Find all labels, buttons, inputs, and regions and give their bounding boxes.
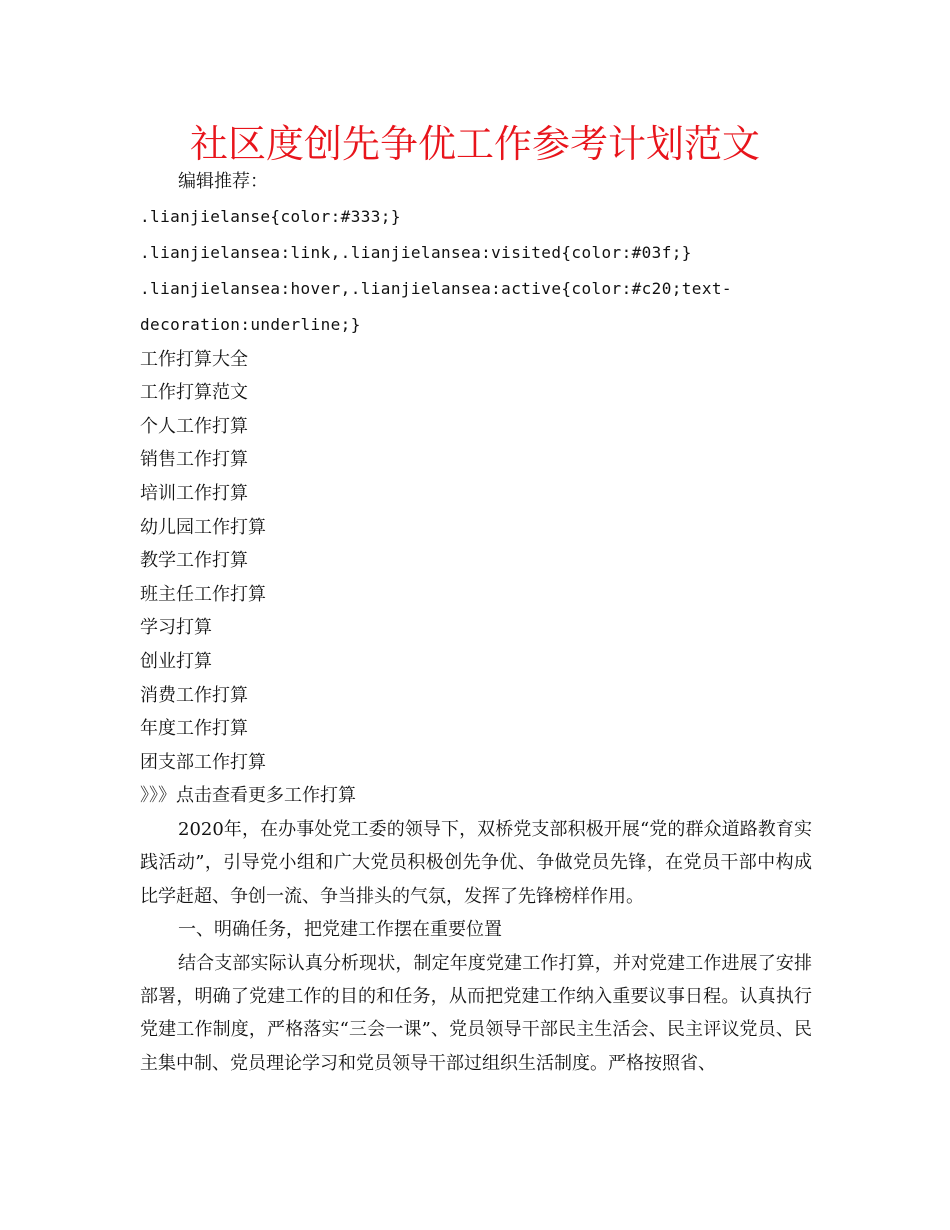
link-consumer-work-plan[interactable]: 消费工作打算 [140,684,248,706]
link-sales-work-plan[interactable]: 销售工作打算 [140,449,248,471]
link-teaching-work-plan[interactable]: 教学工作打算 [140,550,248,572]
css-line: decoration:underline;} [140,314,361,334]
link-annual-work-plan[interactable]: 年度工作打算 [140,718,248,740]
document-body [140,165,812,1080]
document-title: 社区度创先争优工作参考计划范文 [189,122,760,166]
link-startup-plan[interactable]: 创业打算 [140,650,212,672]
css-line: .lianjielanse{color:#333;} [140,206,401,226]
link-personal-work-plan[interactable]: 个人工作打算 [140,415,248,437]
editor-recommend-label: 编辑推荐： [178,171,268,192]
link-work-plan-all[interactable]: 工作打算大全 [140,348,248,370]
link-head-teacher-work-plan[interactable]: 班主任工作打算 [140,583,266,605]
paragraph-intro: 2020年，在办事处党工委的领导下，双桥党支部积极开展“党的群众道路教育实践活动”，引导党小组和广大党员积极创先争优、争做党员先锋，在党员干部中构成比学赶超、争创一流、争当排头的气氛，发挥了先锋榜样作用。 [140,818,812,907]
link-training-work-plan[interactable]: 培训工作打算 [140,482,248,504]
paragraph-section-1: 结合支部实际认真分析现状，制定年度党建工作打算，并对党建工作进展了安排部署，明确了党建工作的目的和任务，从而把党建工作纳入重要议事日程。认真执行党建工作制度，严格落实“三会一课”、党员领导干部民主生活会、民主评议党员、民主集中制、党员理论学习和党员领导干部过组织生活制度。严格按照省、 [140,952,812,1074]
css-line: .lianjielansea:hover,.lianjielansea:active{color:#c20;text- [140,278,732,298]
link-more-work-plans[interactable]: 》》》点击查看更多工作打算 [140,785,356,807]
css-line: .lianjielansea:link,.lianjielansea:visited{color:#03f;} [140,242,692,262]
link-youth-league-work-plan[interactable]: 团支部工作打算 [140,751,266,773]
link-work-plan-sample[interactable]: 工作打算范文 [140,382,248,404]
link-kindergarten-work-plan[interactable]: 幼儿园工作打算 [140,516,266,538]
section-heading: 一、明确任务，把党建工作摆在重要位置 [178,919,502,941]
link-study-plan[interactable]: 学习打算 [140,617,212,639]
